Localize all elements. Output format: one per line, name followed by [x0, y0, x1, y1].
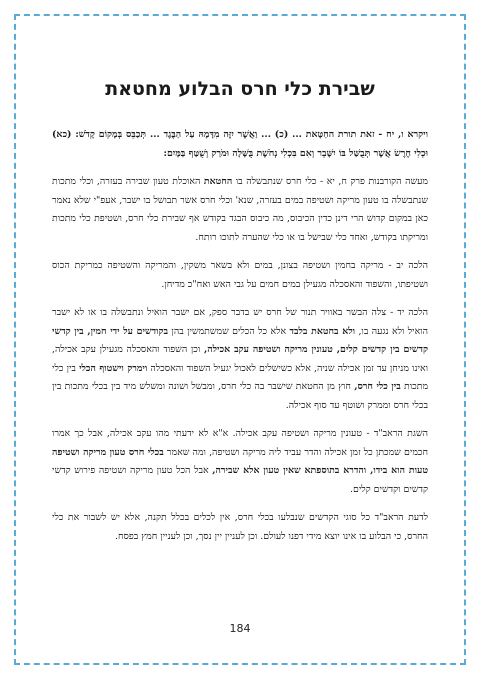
page-number: 184 — [229, 622, 251, 635]
text-run: הלכה יד - צלה הבשר באוויר תנור של חרס יש בדבר ספק, אם ישבר הואיל ונתבשלה בו או לא ישבר הואיל ולא נגעה בו, — [52, 307, 429, 337]
text-run: מעשה הקורבנות פרק ח, יא - כלי חרס שנתבשלה בו — [232, 176, 428, 187]
paragraph-raavad-gloss — [52, 425, 428, 499]
bold-run: בכלי חרס טעון מריקה ושטיפה טעות הוא בידו, והדרא בתוספתא שאין טעון אלא שבירה, — [52, 446, 428, 476]
bold-run: בקודשים על ידי חמין, בין קדשי קדשים בין קדשים קלים, טעונין מריקה ושטיפה עקב אכילה, — [52, 325, 429, 355]
text-run: וכן השפוד והאסכלה מגעילן עקב אכילה, ואינו מניחן עד זמן אכילה שניה, אלא כשישלים לאכול יגעיל השפוד והאסכלה — [52, 344, 428, 374]
text-run: בין כלי מתכות — [52, 362, 428, 392]
text-run: האוכלת טעון שבירה בעזרה, וכלי מתכות שנתבשלה בו טעון מריקה ושטיפה במים בעזרה, שנא' וכלי חרס אשר תבושל בו ישבר, אעפ"י שלא נאמר כאן במקום קדוש הרי דינן כדין הכיבוס, מה כיבוס הבגד בקודש אף שבירת כלי חרס, ושטיפת כלי מתכות ומריקתו בקודש, ואחד כלי שבישל בו או כלי שהערה לתוכו רותח. — [52, 176, 428, 243]
paragraph-conclusion — [52, 509, 428, 546]
paragraph-halacha-14 — [52, 304, 428, 415]
text-run: השגת הראב"ד - טעונין מריקה ושטיפה עקב אכילה. א"א לא ידעתי מהו עקב אכילה, אבל כך אמרו חכמים שמכתן כל זמן אכילה והדר עביד ליה מריקה ושטיפה, ומה שאמר — [52, 428, 429, 458]
text-run: אלא כל הכלים שמשתמשין בהן — [168, 325, 290, 337]
paragraph-maaseh-korbanot — [52, 173, 428, 247]
text-run: אבל הכל טעון מריקה ושטיפה פירוש קדשי קדשים וקדשים קלים. — [52, 465, 428, 495]
bold-run: החטאת — [203, 176, 233, 187]
document-page — [52, 78, 428, 556]
page-title: שבירת כלי חרס הבלוע מחטאת — [105, 78, 375, 100]
verse-paragraph — [52, 126, 428, 163]
verse-text: ויקרא ו, יח - זאת תורת החַטָּאת ... (כ) ... וַאֲשֶׁר יִזֶּה מִדָּמָהּ עַל הַבֶּגֶד ... תְּכַבֵּס בְּמָקוֹם קָדֹשׁ: (כא) וּכְלִי חֶרֶשׂ אֲשֶׁר תְּבֻשַּׁל בּוֹ יִשָּׁבֵר וְאִם בִּכְלִי נְחֹשֶׁת בֻּשָּׁלָה וּמֹרַק וְשֻׁטַּף בַּמָּיִם: — [52, 129, 428, 159]
paragraph-halacha-12 — [52, 257, 428, 294]
bold-run: בין כלי חרס, — [354, 381, 401, 392]
text-run: לדעת הראב"ד כל סוגי הקדשים שנבלעו בכלי חרס, אין לכלים בכלל תקנה, אלא יש לשבור את כלי החרס, כי הבלוע בו אינו יוצא מידי דפנו לעולם. וכן לעניין יין נסך, וכן לעניין חמץ בפסח. — [52, 512, 428, 542]
bold-run: וימרק וישטוף הכלי — [79, 362, 148, 374]
text-run: הלכה יב - מריקה בחמין ושטיפה בצונן, במים ולא בשאר משקין, והמריקה והשטיפה כמריקת הכוס ושטיפתו, והשפוד והאסכלה מגעילן במים חמים על גבי האש ואח"כ מדיחן. — [52, 260, 428, 290]
text-run: חוץ מן החטאת שישבר בה כלי חרס, ומבשל ושונה ומשלש מיד בין בכלי מתכות בין בכלי חרס וממרק ושוטף עד סוף אכילה. — [52, 381, 428, 411]
bold-run: ולא בחטאת בלבד — [289, 325, 356, 337]
